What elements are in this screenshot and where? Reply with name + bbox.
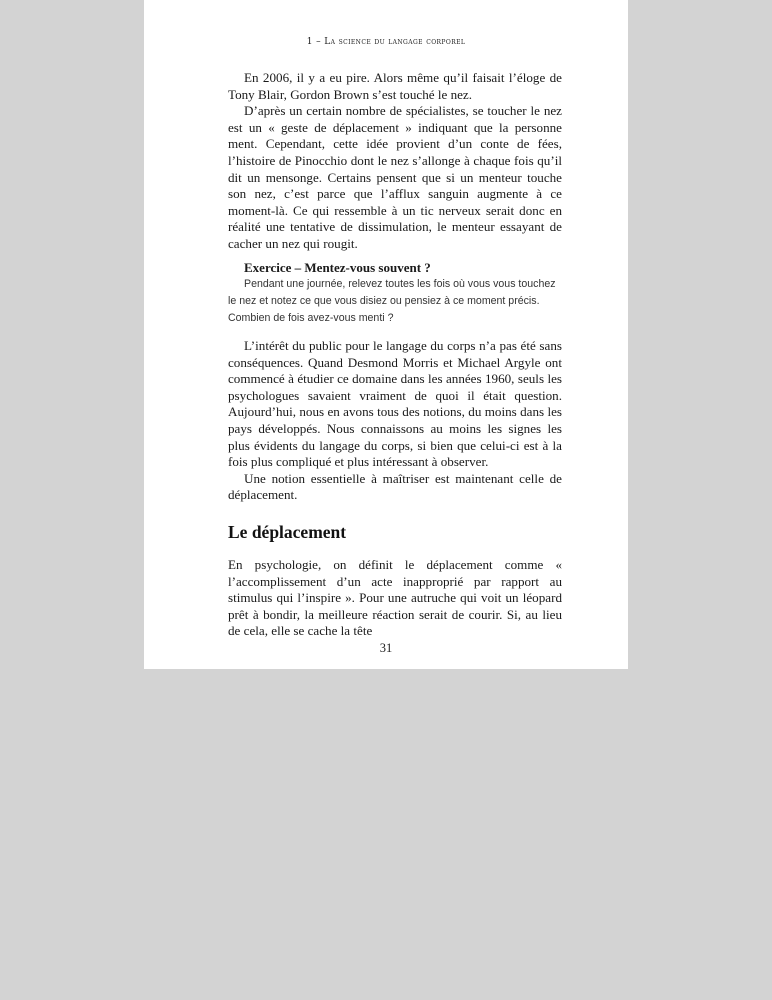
- section-title: Le déplacement: [228, 522, 347, 542]
- paragraph: D’après un certain nombre de spécialistes, se toucher le nez est un « geste de déplacement » indiquant que la personne ment. Cependant, cette idée provient d’un conte de fées, l’histoire de Pinocchio dont le nez s’allonge à chaque fois qu’il dit un mensonge. Certains pensent que si un menteur touche son nez, c’est parce que l’afflux sanguin augmente à ce moment-là. Ce qui ressemble à un tic nerveux serait donc en réalité une tentative de dissimulation, le menteur essayant de cacher un nez qui rougit.: [228, 103, 562, 251]
- body-text-top: [228, 70, 562, 253]
- paragraph: En 2006, il y a eu pire. Alors même qu’il faisait l’éloge de Tony Blair, Gordon Brown s’est touché le nez.: [228, 70, 562, 102]
- body-text-middle: [228, 338, 562, 504]
- document-page: [144, 0, 628, 669]
- exercise-box: [228, 260, 562, 327]
- paragraph: En psychologie, on définit le déplacement comme « l’accomplissement d’un acte inapproprié par rapport au stimulus qui l’inspire ». Pour une autruche qui voit un léopard prêt à bondir, la meilleure réaction serait de courir. Si, au lieu de cela, elle se cache la tête: [228, 557, 562, 639]
- exercise-title: Exercice – Mentez-vous souvent ?: [244, 260, 431, 275]
- paragraph: L’intérêt du public pour le langage du corps n’a pas été sans conséquences. Quand Desmond Morris et Michael Argyle ont commencé à étudier ce domaine dans les années 1960, seuls les psychologues savaient vraiment de quoi il était question. Aujourd’hui, nous en avons tous des notions, du moins dans les pays développés. Nous connaissons au moins les signes les plus évidents du langage du corps, si bien que celui-ci est à la fois plus compliqué et plus intéressant à observer.: [228, 338, 562, 470]
- exercise-body: Pendant une journée, relevez toutes les fois où vous vous touchez le nez et notez ce que vous disiez ou pensiez à ce moment précis. Combien de fois avez-vous menti ?: [228, 278, 556, 324]
- running-head: 1 – La science du langage corporel: [306, 37, 466, 47]
- page-number: 31: [379, 641, 393, 655]
- body-text-section: [228, 557, 562, 640]
- paragraph: Une notion essentielle à maîtriser est maintenant celle de déplacement.: [228, 470, 562, 503]
